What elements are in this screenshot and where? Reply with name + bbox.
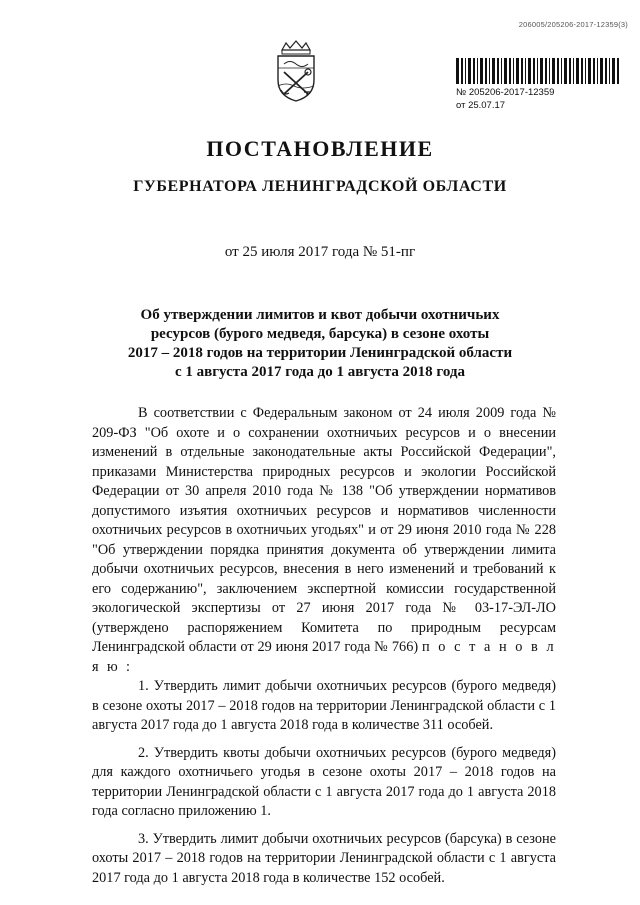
- heading-line: с 1 августа 2017 года до 1 августа 2018 года: [174, 364, 465, 380]
- decree-item: 2. Утвердить квоты добычи охотничьих ресурсов (бурого медведя) для каждого охотничьего угодья в сезоне охоты 2017 – 2018 годов на территории Ленинградской области с 1 августа 2017 года до 1 августа 2018 года согласно приложению 1.: [92, 744, 556, 819]
- document-code: 206005/205206-2017-12359(3): [518, 20, 628, 29]
- heading-line: 2017 – 2018 годов на территории Ленинградской области: [127, 345, 513, 361]
- coat-of-arms-icon: [274, 40, 318, 102]
- document-type: ПОСТАНОВЛЕНИЕ: [206, 136, 434, 161]
- decree-word: п о с т а н о в л я ю :: [92, 639, 556, 675]
- barcode-icon: [456, 58, 621, 84]
- preamble-paragraph: [92, 404, 556, 677]
- registration-block: [456, 58, 626, 111]
- heading-line: ресурсов (бурого медведя, барсука) в сезоне охоты: [150, 326, 490, 342]
- registration-number: № 205206-2017-12359: [456, 87, 555, 98]
- decree-item: 3. Утвердить лимит добычи охотничьих ресурсов (барсука) в сезоне охоты 2017 – 2018 годов на территории Ленинградской области с 1 августа 2017 года до 1 августа 2018 года в количестве 152 особей.: [92, 830, 556, 886]
- preamble-text: В соответствии с Федеральным законом от 24 июля 2009 года № 209-ФЗ "Об охоте и о сохранении охотничьих ресурсов и о внесении изменений в отдельные законодательные акты Российской Федерации", приказами Министерства природных ресурсов и экологии Российской Федерации от 30 апреля 2010 года № 138 "Об утверждении нормативов допустимого изъятия охотничьих ресурсов и нормативов численности охотничьих ресурсов в охотничьих угодьях" и от 29 июня 2010 года № 228 "Об утверждении порядка принятия документа об утверждении лимита добычи охотничьих ресурсов, внесения в него изменений и требований к его содержанию", заключением экспертной комиссии государственной экологической экспертизы от 27 июня 2017 года № 03-17-ЭЛ-ЛО (утверждено распоряжением Комитета по природным ресурсам Ленинградской области от 29 июня 2017 года № 766): [92, 405, 556, 655]
- document-issuer: ГУБЕРНАТОРА ЛЕНИНГРАДСКОЙ ОБЛАСТИ: [133, 178, 507, 195]
- document-date-number: от 25 июля 2017 года № 51-пг: [224, 244, 416, 260]
- registration-date: от 25.07.17: [456, 100, 506, 111]
- document-heading: [100, 306, 540, 382]
- heading-line: Об утверждении лимитов и квот добычи охотничьих: [140, 307, 500, 323]
- decree-item: 1. Утвердить лимит добычи охотничьих ресурсов (бурого медведя) в сезоне охоты 2017 – 2018 годов на территории Ленинградской области с 1 августа 2017 года до 1 августа 2018 года в количестве 311 особей.: [92, 678, 556, 733]
- document-body: [92, 404, 556, 888]
